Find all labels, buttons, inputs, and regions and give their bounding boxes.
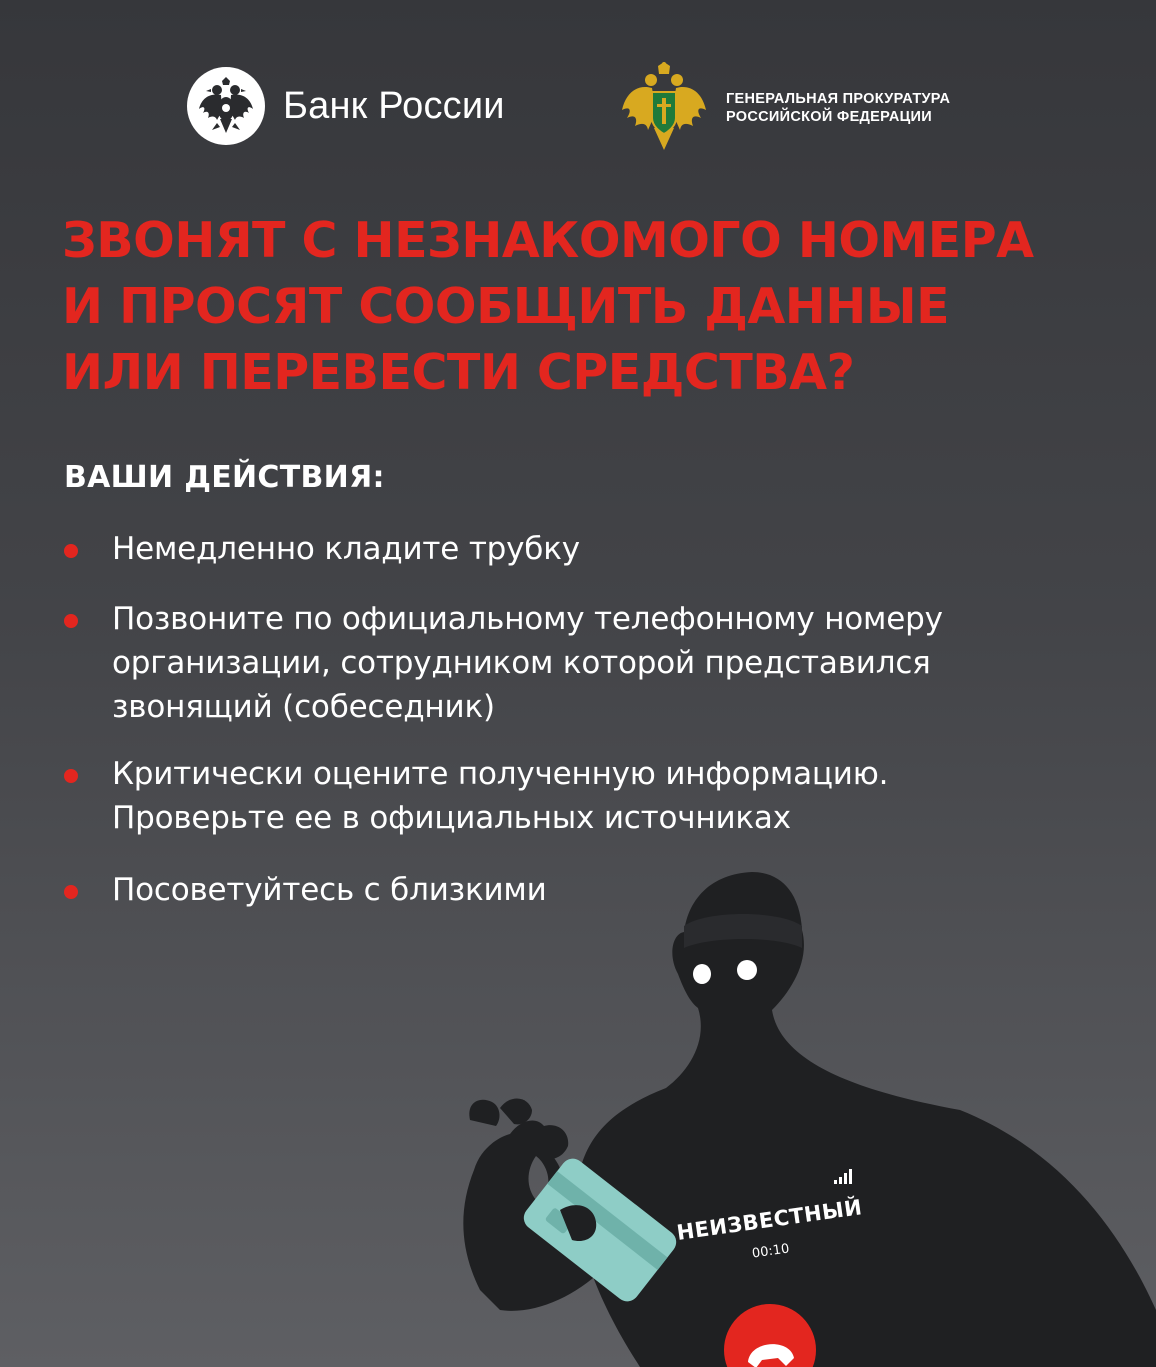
bullet-dot-icon [64, 544, 78, 558]
bank-of-russia-logo [187, 66, 505, 146]
headline [62, 208, 1122, 406]
prosecutor-name-line2: РОССИЙСКОЙ ФЕДЕРАЦИИ [726, 109, 932, 125]
bank-name: Банк России [283, 84, 505, 127]
headline-line-2: И ПРОСЯТ СООБЩИТЬ ДАННЫЕ [62, 278, 950, 335]
call-timer: 00:10 [751, 1241, 791, 1262]
prosecutor-name-line1: ГЕНЕРАЛЬНАЯ ПРОКУРАТУРА [726, 91, 951, 107]
right-eye [737, 960, 757, 980]
headline-line-3: ИЛИ ПЕРЕВЕСТИ СРЕДСТВА? [62, 344, 855, 401]
double-headed-eagle-icon [187, 67, 265, 145]
action-text: Посоветуйтесь с близкими [112, 872, 547, 908]
actions-title: ВАШИ ДЕЙСТВИЯ: [64, 460, 385, 495]
prosecutor-emblem-icon [618, 62, 710, 154]
bullet-dot-icon [64, 769, 78, 783]
bullet-dot-icon [64, 885, 78, 899]
scammer-silhouette [577, 872, 1156, 1367]
headline-line-1: ЗВОНЯТ С НЕЗНАКОМОГО НОМЕРА [62, 212, 1034, 269]
prosecutor-office-name [726, 90, 950, 126]
left-eye [693, 964, 711, 984]
action-text: Немедленно кладите трубку [112, 531, 580, 567]
action-text: Позвоните по официальному телефонному номеру организации, сотрудником которой представился звонящий (собеседник) [112, 601, 943, 725]
prosecutor-office-logo [618, 62, 950, 154]
caller-name: НЕИЗВЕСТНЫЙ [675, 1195, 864, 1245]
scammer-illustration [440, 870, 1156, 1367]
action-text: Критически оцените полученную информацию. Проверьте ее в официальных источниках [112, 756, 889, 836]
bullet-dot-icon [64, 614, 78, 628]
